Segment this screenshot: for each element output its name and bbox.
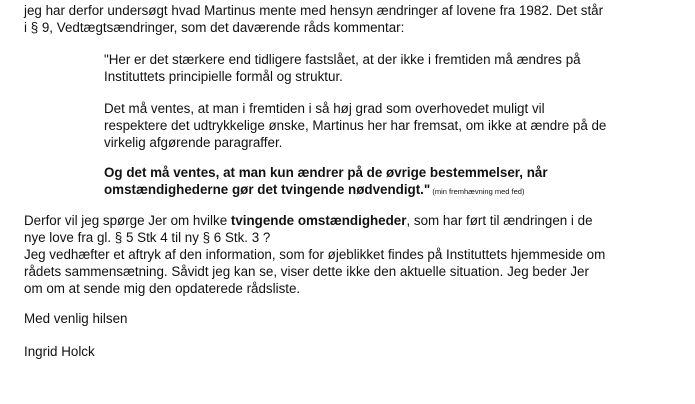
- request-line-5: om om at sende mig den opdaterede rådsliste.: [24, 281, 301, 296]
- quote-paragraph-2: [104, 100, 689, 151]
- emphasis-note: (min fremhævning med fed): [430, 187, 525, 196]
- request-line-1-pre: Derfor vil jeg spørge Jer om hvilke: [24, 213, 231, 228]
- request-line-1-post: , som har ført til ændringen i de: [406, 213, 593, 228]
- quote-paragraph-3-bold: [104, 164, 689, 200]
- quote-p1-line-2: Instituttets principielle formål og struktur.: [104, 69, 343, 84]
- quote-paragraph-1: [104, 51, 689, 85]
- intro-paragraph: [24, 2, 689, 36]
- request-paragraph: [24, 212, 689, 297]
- quote-p2-line-3: virkelig afgørende paragraffer.: [104, 135, 283, 150]
- quote-p3-line-2: [104, 181, 689, 200]
- quote-p3-line-1: Og det må ventes, at man kun ændrer på de øvrige bestemmelser, når: [104, 165, 548, 180]
- request-line-4: rådets sammensætning. Såvidt jeg kan se, viser dette ikke den aktuelle situation. Jeg beder Jer: [24, 264, 589, 279]
- quote-p2-line-2: respektere det udtrykkelige ønske, Martinus her har fremsat, om ikke at ændre på de: [104, 118, 607, 133]
- quote-p1-line-1: "Her er det stærkere end tidligere fastslået, at der ikke i fremtiden må ændres på: [104, 52, 581, 67]
- closing-line: Med venlig hilsen: [24, 311, 128, 326]
- request-line-2: nye love fra gl. § 5 Stk 4 til ny § 6 Stk. 3 ?: [24, 230, 271, 245]
- quote-p2-line-1: Det må ventes, at man i fremtiden i så høj grad som overhovedet muligt vil: [104, 101, 545, 116]
- request-line-3: Jeg vedhæfter et aftryk af den information, som for øjeblikket findes på Instituttets hjemmeside om: [24, 247, 606, 262]
- intro-line-2: i § 9, Vedtægtsændringer, som det daværende råds kommentar:: [24, 20, 405, 35]
- request-line-1-bold: tvingende omstændigheder: [230, 213, 407, 228]
- signature-text: [24, 343, 689, 360]
- quote-p3-line-2-text: omstændighederne gør det tvingende nødvendigt.": [104, 182, 431, 197]
- signature-line: Ingrid Holck: [24, 344, 95, 359]
- closing-text: [24, 310, 689, 327]
- request-line-1: [24, 212, 689, 229]
- intro-line-1: jeg har derfor undersøgt hvad Martinus mente med hensyn ændringer af lovene fra 1982. Det står: [24, 3, 604, 18]
